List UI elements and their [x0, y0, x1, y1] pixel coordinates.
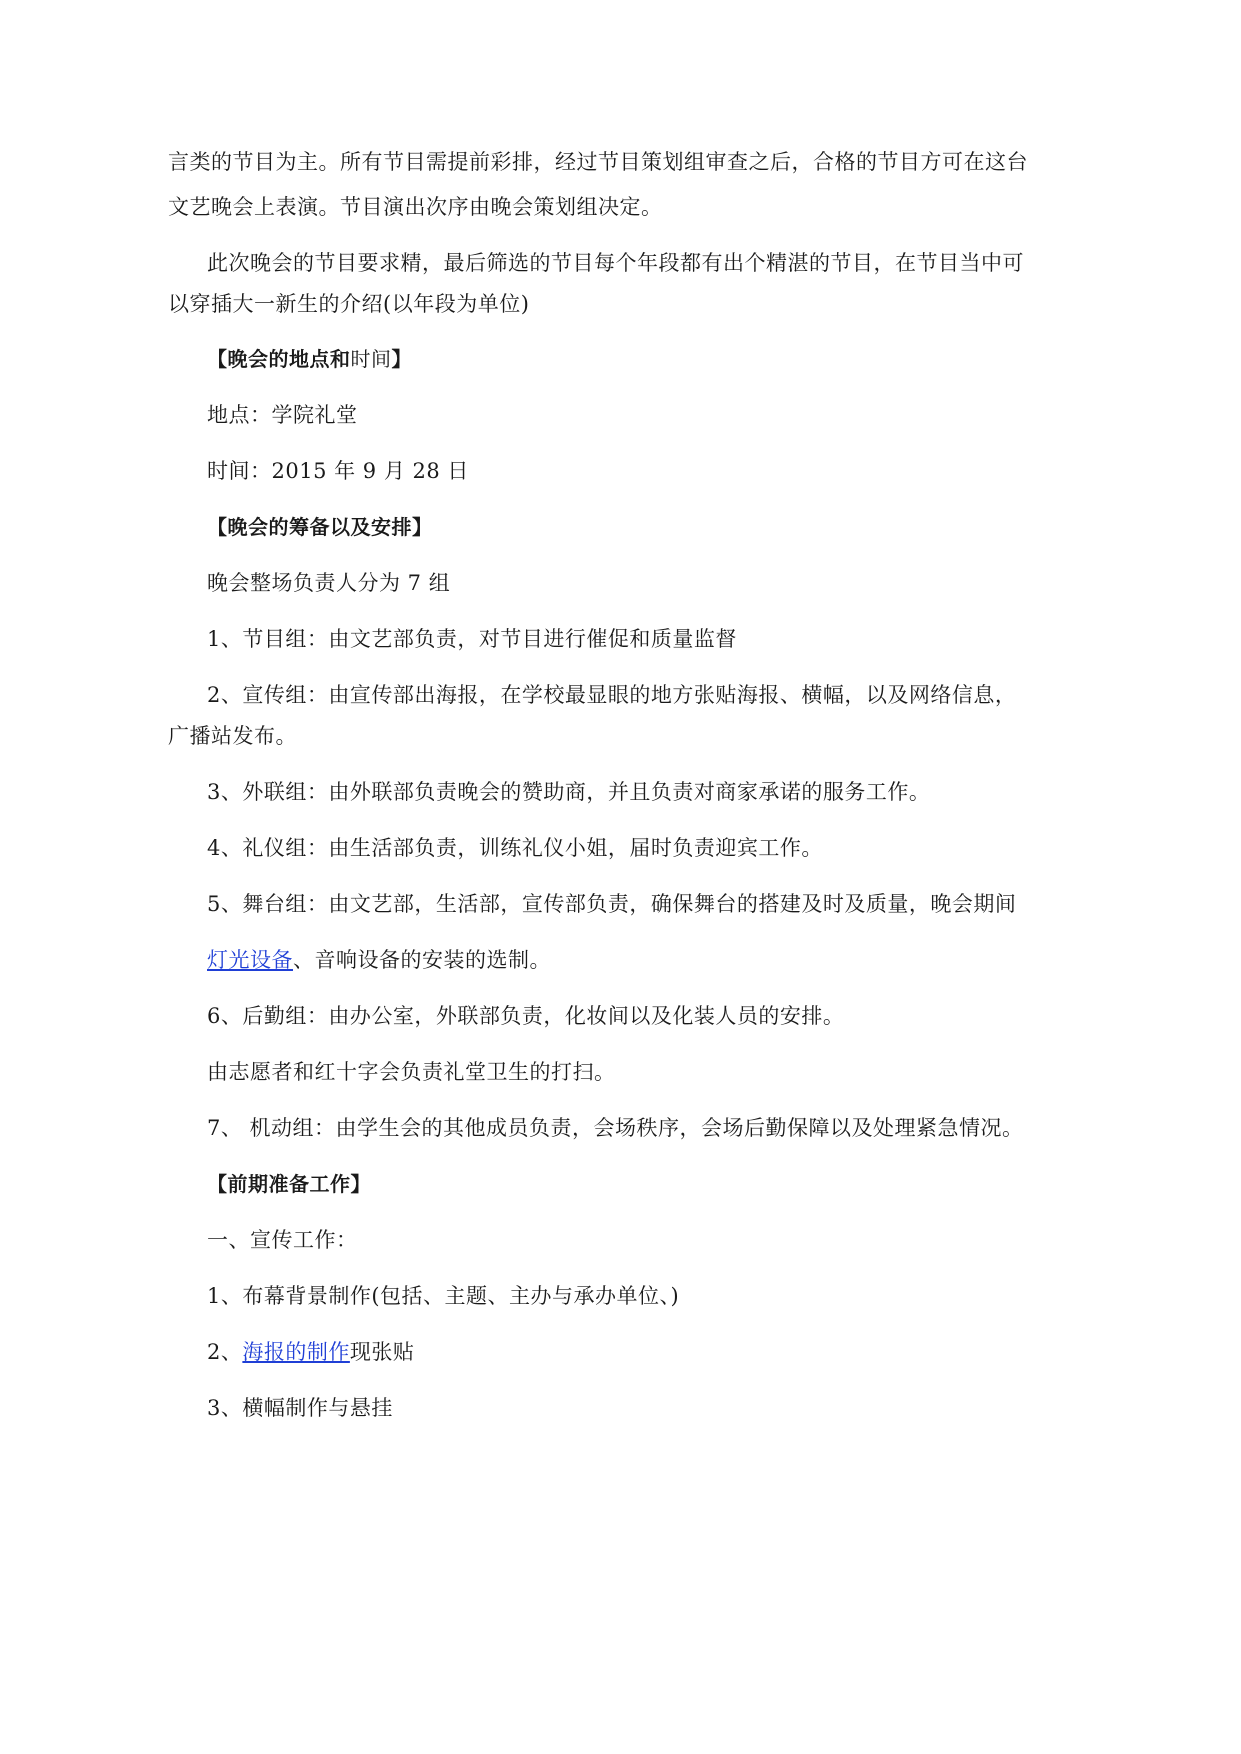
group-3-liaison: 3、外联组：由外联部负责晚会的赞助商，并且负责对商家承诺的服务工作。: [207, 780, 931, 804]
quality-paragraph-line-1: 此次晚会的节目要求精，最后筛选的节目每个年段都有出个精湛的节目，在节目当中可: [207, 251, 1024, 275]
group-2-publicity-line-1: 2、宣传组：由宣传部出海报，在学校最显眼的地方张贴海报、横幅，以及网络信息，: [207, 683, 1017, 707]
group-5-stage-line-2: [207, 946, 551, 974]
section-heading-preparation: 【晚会的筹备以及安排】: [207, 515, 433, 539]
publicity-item-3: 3、横幅制作与悬挂: [207, 1396, 393, 1420]
heading-close-bracket: 】: [391, 347, 412, 371]
publicity-work-title: 一、宣传工作：: [207, 1228, 358, 1252]
time-line: 时间：2015 年 9 月 28 日: [207, 459, 469, 483]
publicity-item-2-rest: 现张贴: [349, 1340, 415, 1364]
quality-paragraph-line-2: 以穿插大一新生的介绍(以年段为单位): [168, 292, 530, 316]
publicity-item-2: [207, 1338, 414, 1366]
publicity-item-2-number: 2、: [207, 1340, 243, 1364]
heading-normal-part: 时间: [350, 347, 392, 371]
group-7-mobile: 7、 机动组：由学生会的其他成员负责，会场秩序，会场后勤保障以及处理紧急情况。: [207, 1116, 1024, 1140]
section-heading-early-prep: 【前期准备工作】: [207, 1172, 371, 1196]
place-line: 地点：学院礼堂: [207, 403, 358, 427]
group-2-publicity-line-2: 广播站发布。: [168, 724, 297, 748]
poster-making-link[interactable]: 海报的制作: [242, 1340, 350, 1364]
heading-bold-part: 【晚会的地点和: [207, 347, 351, 371]
group-1-program: 1、节目组：由文艺部负责，对节目进行催促和质量监督: [207, 627, 737, 651]
groups-intro: 晚会整场负责人分为 7 组: [207, 571, 451, 595]
group-5-stage-line-1: 5、舞台组：由文艺部，生活部，宣传部负责，确保舞台的搭建及时及质量，晚会期间: [207, 892, 1017, 916]
lighting-equipment-link[interactable]: 灯光设备: [207, 948, 293, 972]
intro-paragraph-line-1: 言类的节目为主。所有节目需提前彩排，经过节目策划组审查之后，合格的节目方可在这台: [168, 150, 1028, 174]
group-6-logistics: 6、后勤组：由办公室，外联部负责，化妆间以及化装人员的安排。: [207, 1004, 845, 1028]
publicity-item-1: 1、布幕背景制作(包括、主题、主办与承办单位、): [207, 1284, 680, 1308]
group-6-volunteers: 由志愿者和红十字会负责礼堂卫生的打扫。: [207, 1060, 616, 1084]
group-5-stage-line-2-rest: 、音响设备的安装的选制。: [293, 948, 551, 972]
group-4-etiquette: 4、礼仪组：由生活部负责，训练礼仪小姐，届时负责迎宾工作。: [207, 836, 823, 860]
intro-paragraph-line-2: 文艺晚会上表演。节目演出次序由晚会策划组决定。: [168, 195, 663, 219]
section-heading-place-time: [207, 345, 412, 373]
